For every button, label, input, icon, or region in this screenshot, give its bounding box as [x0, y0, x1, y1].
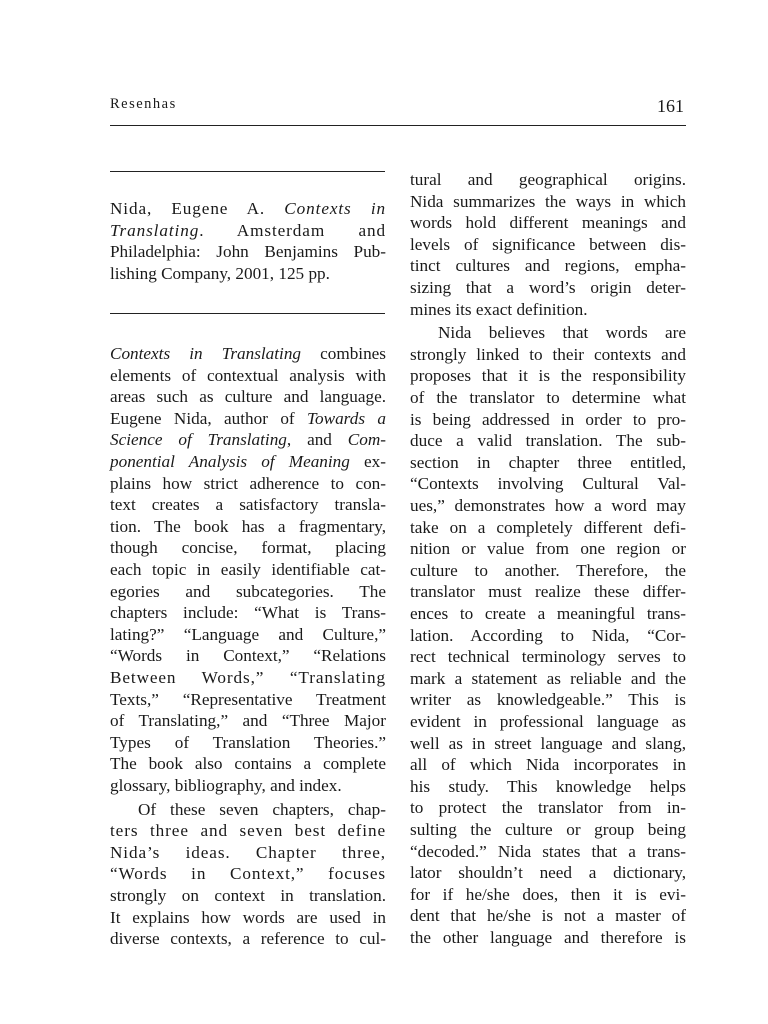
- body-line: Texts,” “Representative Treatment: [110, 689, 386, 709]
- body-line: strongly on context in translation.: [110, 886, 386, 905]
- body-line: levels of significance between dis-: [410, 234, 686, 254]
- body-line: of the translator to determine what: [410, 388, 686, 407]
- body-line: proposes that it is the responsibility: [410, 366, 686, 386]
- body-line: Science of Translating, and Com-: [110, 430, 386, 450]
- body-line: rect technical terminology serves to: [410, 647, 686, 667]
- body-line: Nida believes that words are: [438, 323, 686, 343]
- body-line: writer as knowledgeable.” This is: [410, 690, 686, 710]
- body-line: section in chapter three entitled,: [410, 452, 686, 472]
- body-line: text creates a satisfactory transla-: [110, 495, 386, 515]
- body-line: strongly linked to their contexts and: [410, 344, 686, 364]
- body-line: ues,” demonstrates how a word may: [410, 496, 686, 515]
- citation-line: Translating. Amsterdam and: [110, 220, 386, 240]
- body-line: the other language and therefore is: [410, 928, 686, 947]
- body-line: mines its exact definition.: [410, 299, 588, 319]
- page-number: 161: [657, 96, 684, 116]
- body-line: Nida summarizes the ways in which: [410, 191, 686, 211]
- body-line: “Contexts involving Cultural Val-: [410, 474, 686, 494]
- body-line: tion. The book has a fragmentary,: [110, 516, 386, 536]
- body-line: chapters include: “What is Trans-: [110, 603, 386, 623]
- header-divider: [110, 125, 686, 126]
- body-line: “Words in Context,” focuses: [110, 864, 386, 884]
- body-line: though concise, format, placing: [110, 538, 386, 558]
- body-line: duce a valid translation. The sub-: [410, 431, 686, 451]
- body-line: ters three and seven best define: [110, 821, 386, 841]
- body-line: nition or value from one region or: [410, 539, 686, 559]
- body-line: diverse contexts, a reference to cul-: [110, 929, 386, 949]
- body-line: lator shouldn’t need a dictionary,: [410, 863, 686, 883]
- body-line: lating?” “Language and Culture,”: [110, 624, 386, 644]
- body-line: each topic in easily identifiable cat-: [110, 560, 386, 579]
- body-line: words hold different meanings and: [410, 213, 686, 233]
- body-line: culture to another. Therefore, the: [410, 560, 686, 580]
- body-line: for if he/she does, then it is evi-: [410, 884, 686, 904]
- body-line: plains how strict adherence to con-: [110, 473, 386, 493]
- body-line: tinct cultures and regions, empha-: [410, 256, 686, 276]
- body-line: glossary, bibliography, and index.: [110, 776, 342, 795]
- body-line: Of these seven chapters, chap-: [138, 799, 386, 819]
- body-line: Nida’s ideas. Chapter three,: [110, 842, 386, 862]
- body-line: sulting the culture or group being: [410, 820, 686, 839]
- body-line: Between Words,” “Translating: [110, 668, 386, 687]
- citation-line: lishing Company, 2001, 125 pp.: [110, 263, 330, 283]
- body-line: evident in professional language as: [410, 712, 686, 731]
- body-line: sizing that a word’s origin deter-: [410, 278, 686, 297]
- body-line: his study. This knowledge helps: [410, 776, 686, 796]
- citation-line: Nida, Eugene A. Contexts in: [110, 199, 387, 218]
- body-line: of Translating,” and “Three Major: [110, 711, 386, 731]
- body-line: tural and geographical origins.: [410, 170, 686, 189]
- body-line: egories and subcategories. The: [110, 581, 386, 601]
- body-line: mark a statement as reliable and the: [410, 668, 686, 688]
- body-line: all of which Nida incorporates in: [410, 755, 686, 775]
- body-line: areas such as culture and language.: [110, 387, 386, 407]
- body-line: to protect the translator from in-: [410, 798, 686, 818]
- body-line: The book also contains a complete: [110, 754, 386, 774]
- citation-top-divider: [110, 171, 385, 172]
- body-line: elements of contextual analysis with: [110, 365, 386, 385]
- body-line: lation. According to Nida, “Cor-: [410, 625, 686, 645]
- body-line: Eugene Nida, author of Towards a: [110, 408, 386, 428]
- body-line: “Words in Context,” “Relations: [110, 646, 386, 666]
- body-line: Types of Translation Theories.”: [110, 732, 386, 752]
- body-line: “decoded.” Nida states that a trans-: [410, 841, 686, 861]
- body-line: translator must realize these differ-: [410, 582, 686, 602]
- body-line: take on a completely different defi-: [410, 517, 686, 537]
- citation-line: Philadelphia: John Benjamins Pub-: [110, 242, 386, 262]
- body-line: Contexts in Translating combines: [110, 344, 386, 363]
- body-line: dent that he/she is not a master of: [410, 906, 686, 926]
- body-line: is being addressed in order to pro-: [410, 409, 686, 429]
- body-line: ponential Analysis of Meaning ex-: [110, 452, 387, 471]
- body-line: It explains how words are used in: [110, 907, 386, 927]
- citation-bottom-divider: [110, 313, 385, 314]
- body-line: well as in street language and slang,: [410, 733, 686, 753]
- body-line: ences to create a meaningful trans-: [410, 604, 686, 623]
- section-title: Resenhas: [110, 96, 177, 112]
